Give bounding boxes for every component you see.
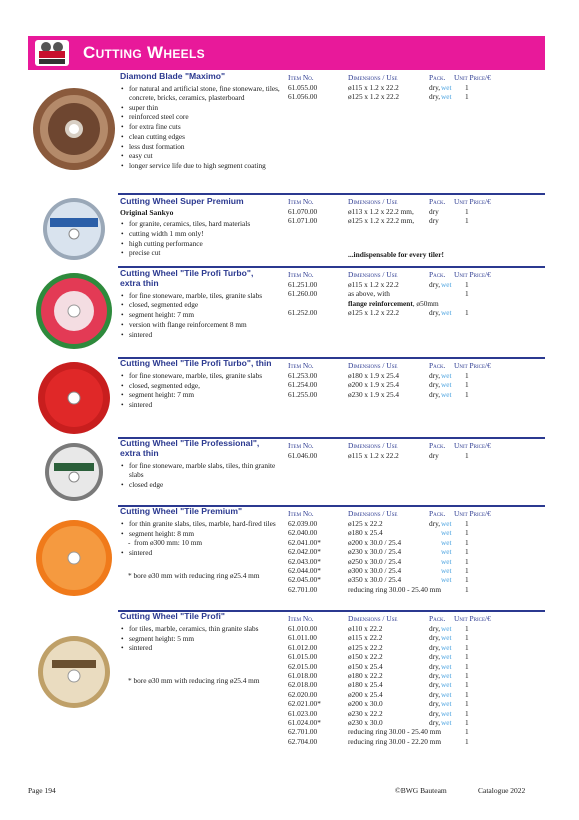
red-turbo-wheel-image xyxy=(32,360,116,436)
product-title-line2: extra thin xyxy=(120,447,159,458)
feature-list xyxy=(120,624,285,653)
feature-item: • cutting width 1 mm only! xyxy=(120,229,285,238)
price-table xyxy=(288,361,545,399)
feature-list xyxy=(120,461,285,489)
feature-item: • segment height: 7 mm xyxy=(120,390,285,399)
feature-item: • closed, segmented edge xyxy=(120,300,285,309)
feature-list xyxy=(120,519,285,557)
table-row: 62.044.00* ø300 x 30.0 / 25.4 wet 1 xyxy=(288,565,469,575)
product-tile-professional xyxy=(28,437,545,503)
table-row: 62.043.00* ø250 x 30.0 / 25.4 wet 1 xyxy=(288,556,469,566)
section-divider xyxy=(118,193,545,195)
footnote: * bore ø30 mm with reducing ring ø25.4 mm xyxy=(128,676,260,686)
table-row: 61.023.00 ø230 x 22.2 dry, wet 1 xyxy=(288,708,469,718)
table-header: Item No. Dimensions / Use Pack. Unit Price/€ xyxy=(288,509,491,518)
page-title: Cutting Wheels xyxy=(83,43,205,62)
feature-item: • for fine stoneware, marble slabs, tiles, thin granite slabs xyxy=(120,461,285,479)
product-title: Cutting Wheel "Tile Professional", xyxy=(120,438,260,448)
feature-item: • for tiles, marble, ceramics, thin granite slabs xyxy=(120,624,285,633)
table-header: Item No. Dimensions / Use Pack. Unit Price/€ xyxy=(288,270,491,279)
table-row: 62.015.00 ø150 x 25.4 dry, wet 1 xyxy=(288,661,469,671)
professional-wheel-image xyxy=(32,441,116,503)
feature-list xyxy=(120,291,285,339)
product-subtitle: Original Sankyo xyxy=(120,207,174,217)
product-title-line2: extra thin xyxy=(120,277,159,288)
table-row: 62.039.00 ø125 x 22.2 dry, wet 1 xyxy=(288,519,469,528)
price-table xyxy=(288,270,545,318)
feature-item: • less dust formation xyxy=(120,142,285,151)
table-row: 62.701.00 reducing ring 30.00 - 25.40 mm 1 xyxy=(288,584,469,594)
table-row: 61.251.00 ø115 x 1.2 x 22.2 dry, wet 1 xyxy=(288,280,469,289)
turbo-wheel-image xyxy=(32,270,116,352)
feature-item: • segment height: 7 mm xyxy=(120,310,285,319)
price-table xyxy=(288,73,545,102)
feature-item: • closed edge xyxy=(120,480,285,489)
table-row: 62.021.00* ø200 x 30.0 dry, wet 1 xyxy=(288,699,469,709)
table-row: 62.704.00 reducing ring 30.00 - 22.20 mm 1 xyxy=(288,736,469,746)
feature-item: • for extra fine cuts xyxy=(120,122,285,131)
feature-item: • longer service life due to high segment coating xyxy=(120,161,285,170)
feature-item: • easy cut xyxy=(120,151,285,160)
orange-wheel-image xyxy=(32,511,116,605)
product-title: Cutting Wheel "Tile Profi Turbo", thin xyxy=(120,358,272,368)
table-row: 61.010.00 ø110 x 22.2 dry, wet 1 xyxy=(288,624,469,633)
table-row: 61.071.00 ø125 x 1.2 x 22.2 mm, dry 1 xyxy=(288,216,469,226)
table-row: 61.015.00 ø150 x 22.2 dry, wet 1 xyxy=(288,652,469,662)
diamond-blade-image xyxy=(32,73,116,185)
table-header: Item No. Dimensions / Use Pack. Unit Price/€ xyxy=(288,197,491,206)
feature-item: • segment height: 8 mm xyxy=(120,529,285,538)
sankyo-wheel-image xyxy=(32,196,116,262)
table-row: 61.018.00 ø180 x 22.2 dry, wet 1 xyxy=(288,670,469,680)
feature-item: • sintered xyxy=(120,548,285,557)
product-maximo xyxy=(28,71,545,189)
table-row: 62.020.00 ø200 x 25.4 dry, wet 1 xyxy=(288,689,469,699)
product-title: Cutting Wheel "Tile Premium" xyxy=(120,506,243,516)
feature-item: • for thin granite slabs, tiles, marble, hard-fired tiles xyxy=(120,519,285,528)
feature-item: • super thin xyxy=(120,103,285,112)
product-tile-profi xyxy=(28,610,545,772)
price-table xyxy=(288,441,545,460)
feature-item: • for fine stoneware, marble, tiles, granite slabs xyxy=(120,371,285,380)
table-header: Item No. Dimensions / Use Pack. Unit Price/€ xyxy=(288,73,491,82)
feature-item: • for granite, ceramics, tiles, hard materials xyxy=(120,219,285,228)
company-logo xyxy=(34,34,70,68)
product-title: Cutting Wheel "Tile Profi" xyxy=(120,611,225,621)
feature-item: • sintered xyxy=(120,330,285,339)
tile-profi-wheel-image xyxy=(32,622,116,722)
table-row: 61.011.00 ø115 x 22.2 dry, wet 1 xyxy=(288,633,469,643)
product-super-premium xyxy=(28,193,545,261)
feature-item: • clean cutting edges xyxy=(120,132,285,141)
feature-list xyxy=(120,84,285,170)
footer-catalogue: Catalogue 2022 xyxy=(478,786,526,795)
feature-item: • precise cut xyxy=(120,248,285,257)
table-row: flange reinforcement, ø50mm xyxy=(348,298,439,308)
product-title: Cutting Wheel Super Premium xyxy=(120,196,244,206)
table-row: 62.041.00* ø200 x 30.0 / 25.4 wet 1 xyxy=(288,537,469,547)
price-table xyxy=(288,614,545,746)
product-tile-profi-turbo-thin xyxy=(28,357,545,433)
table-row: 62.045.00* ø350 x 30.0 / 25.4 wet 1 xyxy=(288,575,469,585)
table-row: 61.056.00 ø125 x 1.2 x 22.2 dry, wet 1 xyxy=(288,92,469,102)
feature-item: • closed, segmented edge, xyxy=(120,381,285,390)
footer-brand: ©BWG Bauteam xyxy=(395,786,447,795)
table-row: 62.040.00 ø180 x 25.4 wet 1 xyxy=(288,528,469,538)
product-title: Cutting Wheel "Tile Profi Turbo", xyxy=(120,268,254,278)
feature-item: • sintered xyxy=(120,643,285,652)
table-row: 61.046.00 ø115 x 1.2 x 22.2 dry 1 xyxy=(288,451,469,460)
feature-item: • sintered xyxy=(120,400,285,409)
footnote: * bore ø30 mm with reducing ring ø25.4 mm xyxy=(128,571,260,581)
feature-list xyxy=(120,371,285,409)
table-row: 61.024.00* ø230 x 30.0 dry, wet 1 xyxy=(288,717,469,727)
feature-list xyxy=(120,219,285,257)
product-tile-profi-turbo-extra-thin xyxy=(28,266,545,354)
product-title: Diamond Blade "Maximo" xyxy=(120,71,226,81)
feature-item: • version with flange reinforcement 8 mm xyxy=(120,320,285,329)
table-row: 61.260.00 as above, with 1 xyxy=(288,289,469,299)
table-row: 61.055.00 ø115 x 1.2 x 22.2 dry, wet 1 xyxy=(288,83,469,92)
table-header: Item No. Dimensions / Use Pack. Unit Price/€ xyxy=(288,361,491,370)
table-row: 61.012.00 ø125 x 22.2 dry, wet 1 xyxy=(288,642,469,652)
table-row: 61.070.00 ø113 x 1.2 x 22.2 mm, dry 1 xyxy=(288,207,469,216)
feature-item: • for fine stoneware, marble, tiles, granite slabs xyxy=(120,291,285,300)
page-header xyxy=(28,36,545,70)
product-tile-premium xyxy=(28,505,545,609)
table-header: Item No. Dimensions / Use Pack. Unit Price/€ xyxy=(288,441,491,450)
table-header: Item No. Dimensions / Use Pack. Unit Price/€ xyxy=(288,614,491,623)
table-row: 61.252.00 ø125 x 1.2 x 22.2 dry, wet 1 xyxy=(288,308,469,318)
page-number: Page 194 xyxy=(28,786,56,795)
feature-item: • segment height: 5 mm xyxy=(120,634,285,643)
table-row: 62.018.00 ø180 x 25.4 dry, wet 1 xyxy=(288,680,469,690)
feature-item: • for natural and artificial stone, fine stoneware, tiles, concrete, bricks, ceramics, plasterboard xyxy=(120,84,285,102)
table-row: 62.701.00 reducing ring 30.00 - 25.40 mm 1 xyxy=(288,727,469,737)
price-table xyxy=(288,509,545,594)
table-row: 62.042.00* ø230 x 30.0 / 25.4 wet 1 xyxy=(288,547,469,557)
table-row: 61.253.00 ø180 x 1.9 x 25.4 dry, wet 1 xyxy=(288,371,469,380)
feature-subitem: - from ø300 mm: 10 mm xyxy=(120,538,285,547)
feature-item: • reinforced steel core xyxy=(120,112,285,121)
table-row: 61.255.00 ø230 x 1.9 x 25.4 dry, wet 1 xyxy=(288,389,469,399)
table-row: 61.254.00 ø200 x 1.9 x 25.4 dry, wet 1 xyxy=(288,380,469,390)
price-table xyxy=(288,197,545,226)
tagline: ...indispensable for every tiler! xyxy=(348,250,444,259)
feature-item: • high cutting performance xyxy=(120,239,285,248)
